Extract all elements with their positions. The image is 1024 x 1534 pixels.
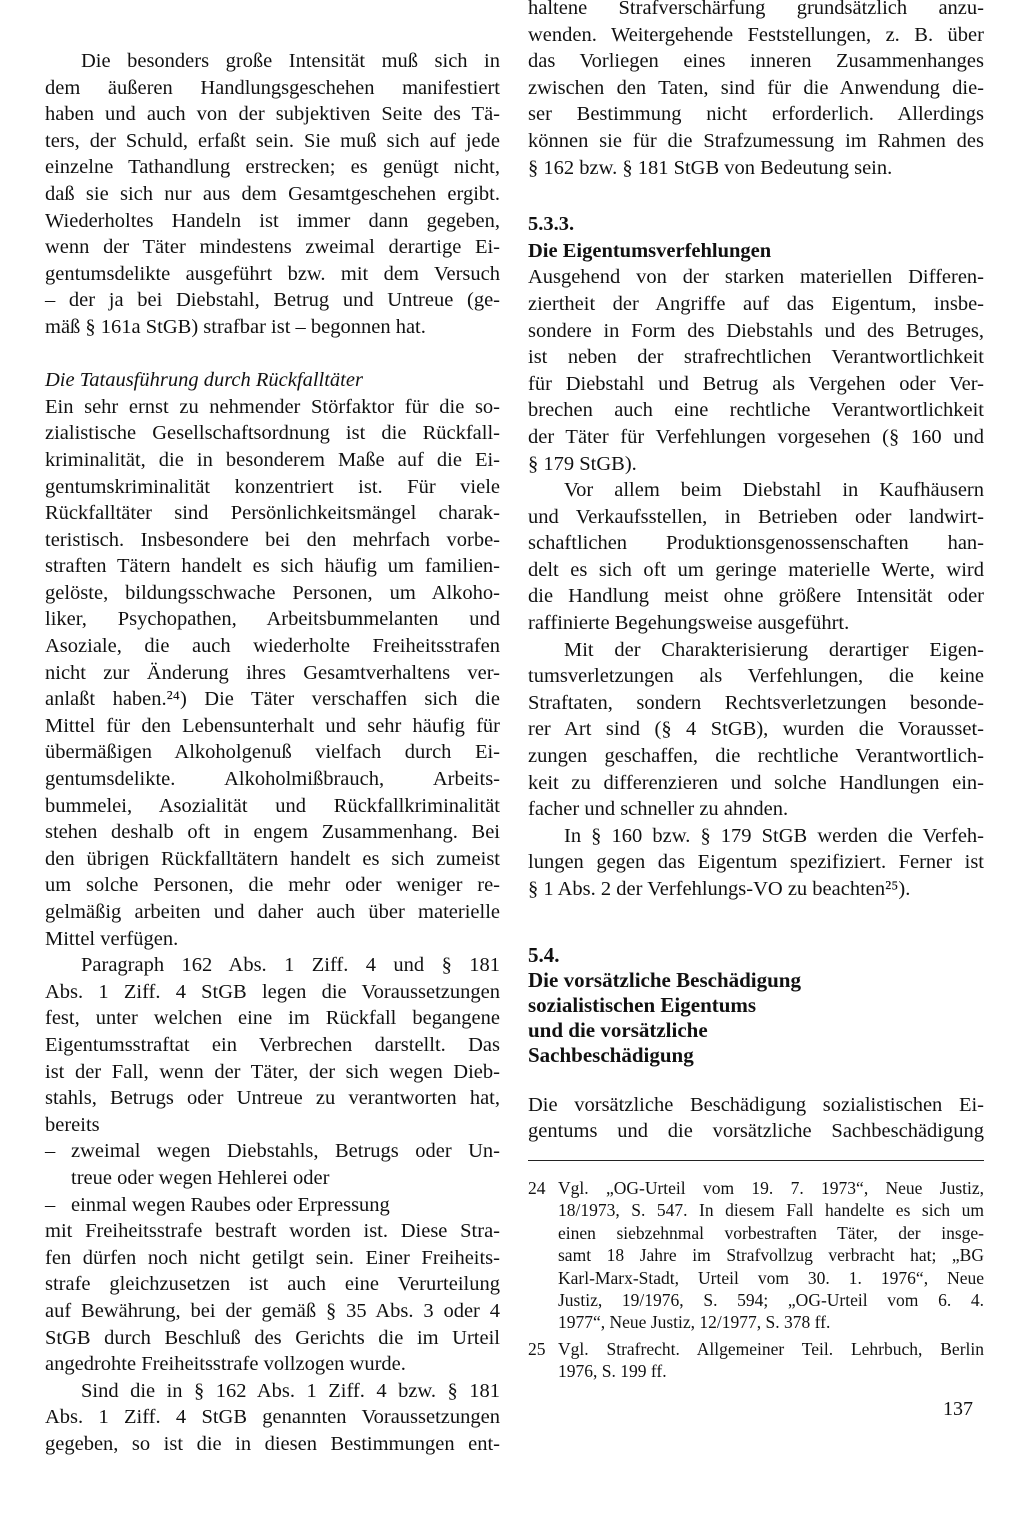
text-line: Mittel für den Lebensunterhalt und sehr häufig für [45,714,500,737]
footnotes [528,1177,984,1383]
text-line: Wiederholtes Handeln ist immer dann gegeben, [45,209,500,232]
footnote-line: einen siebzehnmal vorbestraften Täter, der insge- [558,1222,984,1243]
text-line: übermäßigen Alkoholgenuß vielfach durch Ei- [45,741,500,764]
text-line: tumsverletzungen als Verfehlungen, die keine [528,665,984,688]
text-line: teristisch. Insbesondere bei den mehrfach vorbe- [45,528,500,551]
right-column [528,0,984,1145]
text-line: haben und auch von der subjektiven Seite des Tä- [45,103,500,126]
text-line: raffinierte Begehungsweise ausgeführt. [528,612,850,635]
text-line: keit zu differenzieren und solche Handlungen ein- [528,771,984,794]
text-line: Sind die in § 162 Abs. 1 Ziff. 4 bzw. § 181 [81,1379,500,1402]
footnote-line: 25 Vgl. Strafrecht. Allgemeiner Teil. Lehrbuch, Berlin [528,1338,984,1359]
text-line: kriminalität, die in besonderem Maße auf die Ei- [45,448,500,471]
subheading-recidivists: Die Tatausführung durch Rückfalltäter [45,369,363,392]
footnote-number: 24 [528,1178,546,1198]
text-line: StGB durch Beschluß des Gerichts die im Urteil [45,1326,500,1349]
text-line: § 162 bzw. § 181 StGB von Bedeutung sein. [528,156,893,179]
left-column [45,48,500,1457]
text-line: daß sie sich nur aus dem Gesamtgeschehen ergibt. [45,182,500,205]
paragraph-characterization [528,637,984,823]
text-line: gelöste, bildungsschwache Personen, um Alkoho- [45,581,500,604]
text-line: bummelei, Asozialität und Rückfallkriminalität [45,794,500,817]
paragraph-specification [528,823,984,903]
text-line: facher und schneller zu ahnden. [528,798,789,821]
text-line: Die vorsätzliche Beschädigung sozialistischen Ei- [528,1093,984,1116]
list-item: – einmal wegen Raubes oder Erpressung [45,1193,390,1216]
section-title-line: Sachbeschädigung [528,1042,694,1067]
text-line: § 179 StGB). [528,452,637,475]
text-line: wenn der Täter mindestens zweimal derartige Ei- [45,236,500,259]
text-line: stehen deshalb oft in engem Zusammenhang. Bei [45,821,500,844]
paragraph-conditions [45,1378,500,1458]
text-line: Ausgehend von der starken materiellen Differen- [528,266,984,289]
text-line: ziertheit der Angriffe auf das Eigentum, insbe- [528,292,984,315]
text-line: ist der Fall, wenn der Täter, der sich wegen Dieb- [45,1060,500,1083]
text-line: Abs. 1 Ziff. 4 StGB legen die Voraussetzungen [45,980,500,1003]
text-line: fest, unter welchen eine im Rückfall begangene [45,1007,500,1030]
text-line: zwischen den Taten, sind für die Anwendung die- [528,76,984,99]
section-title-line: Die vorsätzliche Beschädigung [528,967,801,992]
text-line: Ein sehr ernst zu nehmender Störfaktor für die so- [45,395,500,418]
text-line: ser Bestimmung nicht erforderlich. Allerdings [528,103,984,126]
text-line: Asoziale, die auch wiederholte Freiheitsstrafen [45,635,500,658]
text-line: § 1 Abs. 2 der Verfehlungs-VO zu beachten²⁵). [528,878,911,900]
text-line: Eigentumsstraftat ein Verbrechen darstellt. Das [45,1033,500,1056]
page-number: 137 [943,1398,973,1420]
footnote-number: 25 [528,1338,546,1359]
text-line: angedrohte Freiheitsstrafe vollzogen wurde. [45,1353,406,1376]
text-line: mit Freiheitsstrafe bestraft worden ist. Diese Stra- [45,1220,500,1243]
footnote-line: Justiz, 19/1976, S. 594; „OG-Urteil vom 6. 4. [558,1289,984,1310]
text-line: Die besonders große Intensität muß sich in [81,50,500,72]
text-line: – der ja bei Diebstahl, Betrug und Untreue (ge- [45,289,500,312]
section-number-5-4: 5.4. [528,942,560,967]
paragraph-continuation [528,0,984,181]
list-item: – zweimal wegen Diebstahls, Betrugs oder Un- [45,1140,500,1163]
section-title-line: sozialistischen Eigentums [528,992,757,1017]
text-line: In § 160 bzw. § 179 StGB werden die Verfeh- [564,824,984,847]
paragraph-paragraph-162 [45,952,500,1138]
text-line: wenden. Weitergehende Feststellungen, z. B. über [528,23,984,46]
text-line: strafe gleichzusetzen ist auch eine Verurteilung [45,1273,500,1296]
footnote-line: Karl-Marx-Stadt, Urteil vom 30. 1. 1976“, Neue [558,1267,984,1288]
text-line: Abs. 1 Ziff. 4 StGB genannten Voraussetzungen [45,1406,500,1429]
footnote-line: 1976, S. 199 ff. [558,1361,667,1382]
text-line: um solche Personen, die mehr oder weniger re- [45,874,500,897]
text-line: nicht zur Änderung ihres Gesamtverhaltens ver- [45,661,500,684]
text-line: ters, der Schuld, erfaßt sein. Sie muß sich auf jede [45,129,500,152]
footnote-line: 24 Vgl. „OG-Urteil vom 19. 7. 1973“, Neue Justiz, [528,1178,984,1198]
text-line: haltene Strafverschärfung grundsätzlich anzu- [528,0,984,19]
text-line: brechen auch eine rechtliche Verantwortlichkeit [528,399,984,422]
paragraph-shop-theft [528,477,984,637]
text-line: Vor allem beim Diebstahl in Kaufhäusern [564,479,984,502]
section-title-line: und die vorsätzliche [528,1017,708,1042]
text-line: gentumsdelikte ausgeführt bzw. mit dem Versuch [45,262,500,285]
text-line: schaftlichen Produktionsgenossenschaften han- [528,532,984,555]
text-line: stahls, Betrugs oder Untreue zu verantworten hat, [45,1087,500,1110]
text-line: ist neben der strafrechtlichen Verantwortlichkeit [528,346,984,369]
text-line: gelmäßig arbeiten und daher auch über materielle [45,901,500,923]
text-line: gegeben, so ist die in diesen Bestimmungen ent- [45,1432,500,1455]
text-line: lungen gegen das Eigentum spezifiziert. Ferner ist [528,851,984,874]
text-line: sondere in Form des Diebstahls und des Betruges, [528,319,984,342]
text-line: gentumskriminalität konzentriert ist. Für viele [45,475,500,498]
text-line: dem äußeren Handlungsgeschehen manifestiert [45,76,500,99]
text-line: und Verkaufsstellen, in Betrieben oder landwirt- [528,505,984,528]
text-line: Paragraph 162 Abs. 1 Ziff. 4 und § 181 [81,954,500,977]
text-line: delt es sich oft um geringe materielle Werte, wird [528,558,984,581]
paragraph-prison-sentence [45,1218,500,1378]
text-line: einzelne Tathandlung erstrecken; es genügt nicht, [45,156,500,179]
text-line: zialistische Gesellschaftsordnung ist die Rückfall- [45,422,500,445]
text-line: den übrigen Rückfalltätern handelt es sich zumeist [45,847,500,870]
text-line: der Täter für Verfehlungen vorgesehen (§ 160 und [528,425,984,448]
footnote-divider [528,1160,984,1161]
text-line: liker, Psychopathen, Arbeitsbummelanten und [45,608,500,631]
text-line: Straftaten, sondern Rechtsverletzungen besonde- [528,691,984,714]
text-line: bereits [45,1113,100,1136]
text-line: zungen geschaffen, die rechtliche Verantwortlich- [528,745,984,768]
footnote-24 [528,1177,984,1334]
text-line: anlaßt haben.²⁴) Die Täter verschaffen sich die [45,688,500,711]
paragraph-intensity [45,48,500,341]
footnote-25 [528,1338,984,1383]
section-number-5-3-3: 5.3.3. [528,213,575,236]
section-title-eigentumsverfehlungen: Die Eigentumsverfehlungen [528,239,772,262]
text-line: rer Art sind (§ 4 StGB), wurden die Vorausset- [528,718,984,741]
section-heading-5-4 [528,943,984,1068]
text-line: für Diebstahl und Betrug als Vergehen oder Ver- [528,372,984,395]
text-line: Rückfalltäter sind Persönlichkeitsmängel charak- [45,502,500,525]
text-line: können sie für die Strafzumessung im Rahmen des [528,129,984,152]
text-line: die Handlung meist ohne größere Intensität oder [528,585,984,608]
text-line: straften Tätern handelt es sich häufig um familien- [45,555,500,578]
text-line: Mittel verfügen. [45,927,179,950]
text-line: gentums und die vorsätzliche Sachbeschädigung [528,1120,984,1143]
text-line: gentumsdelikte. Alkoholmißbrauch, Arbeits- [45,768,500,791]
paragraph-differentiation [528,264,984,477]
paragraph-damage [528,1092,984,1145]
paragraph-recidivism [45,394,500,952]
dash-list [45,1138,500,1218]
text-line: Mit der Charakterisierung derartiger Eigen- [564,638,984,661]
text-line: das Vorliegen eines inneren Zusammenhanges [528,50,984,73]
text-line: auf Bewährung, bei der gemäß § 35 Abs. 3 oder 4 [45,1299,500,1322]
text-line: fen dürfen noch nicht getilgt sein. Einer Freiheits- [45,1246,500,1269]
footnote-line: 1977“, Neue Justiz, 12/1977, S. 378 ff. [558,1312,831,1333]
list-item-continuation: treue oder wegen Hehlerei oder [71,1166,330,1189]
text-line: mäß § 161a StGB) strafbar ist – begonnen hat. [45,315,426,338]
footnote-line: 18/1973, S. 547. In diesem Fall handelte es sich um [558,1200,984,1221]
footnote-line: samt 18 Jahre im Strafvollzug verbracht hat; „BG [558,1245,984,1266]
